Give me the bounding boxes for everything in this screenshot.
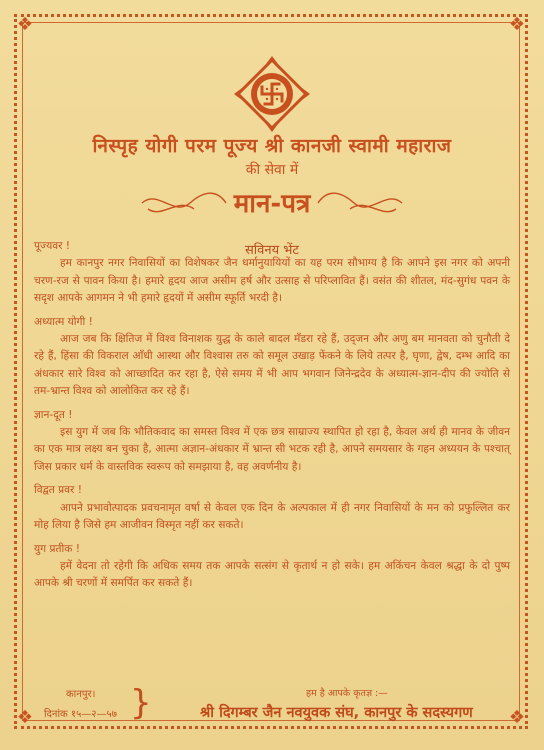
section-text: इस युग में जब कि भौतिकवाद का समस्त विश्व में एक छत्र साम्राज्य स्थापित हो रहा है, केवल अर्थ ही मानव के जीवन का एक मात्र लक्ष्य बन चुका है, आत्मा अज्ञान-अंधकार में भ्रान्त सी भटक रही है, आपने समयसार के गहन अध्ययन के पश्चात् जिस प्रकार धर्म के वास्तविक स्वरूप को समझाया है, वह अवर्णनीय है। bbox=[34, 426, 510, 473]
corner-ornament-icon: ❖ bbox=[16, 14, 34, 35]
section-heading: पूज्यवर ! bbox=[34, 240, 71, 252]
dedication-line: निस्पृह योगी परम पूज्य श्री कानजी स्वामी महाराज bbox=[92, 135, 452, 157]
place-label: कानपुर। bbox=[66, 689, 96, 700]
section-text: आपने प्रभावोत्पादक प्रवचनामृत वर्षा से केवल एक दिन के अल्पकाल में ही नगर निवासियों के मन को प्रफुल्लित कर मोह लिया है जिसे हम आजीवन विस्मृत नहीं कर सकते। bbox=[34, 501, 510, 532]
closing-label: हम है आपके कृतज्ञ :— bbox=[306, 688, 388, 699]
letter-body bbox=[34, 232, 510, 593]
corner-ornament-icon: ❖ bbox=[16, 707, 34, 728]
section-text: हम कानपुर नगर निवासियों का विशेषकर जैन धर्मानुयायियों का यह परम सौभाग्य है कि आपने इस नगर को अपनी चरण-रज से पावन किया है। हमारे हृदय आज असीम हर्ष और उत्साह से परिप्लावित हैं। वसंत की शीतल, मंद-सुगंध पवन के सदृश आपके आगमन ने भी हमारे हृदयों में असीम स्फूर्ति भरदी है। bbox=[34, 257, 510, 305]
section-heading: ज्ञान-दूत ! bbox=[34, 408, 73, 421]
corner-ornament-icon: ❖ bbox=[508, 14, 526, 35]
date-label: दिनांक १५—२—५७ bbox=[44, 709, 117, 720]
section-heading: अध्यात्म योगी ! bbox=[34, 315, 93, 328]
corner-ornament-icon: ❖ bbox=[508, 707, 526, 728]
section-heading: विद्वत प्रवर ! bbox=[34, 484, 82, 497]
signature-line: श्री दिगम्बर जैन नवयुवक संघ, कानपुर के सदस्यगण bbox=[200, 705, 473, 721]
document-title: मान-पत्र bbox=[233, 189, 311, 219]
section-text: हमें वेदना तो रहेगी कि अधिक समय तक आपके सत्संग से कृतार्थ न हो सके। हम अकिंचन केवल श्रद्धा के दो पुष्प आपके श्री चरणों में समर्पित कर सकते हैं। bbox=[34, 559, 510, 590]
service-line: की सेवा में bbox=[245, 162, 299, 178]
brace-icon: } bbox=[130, 683, 152, 723]
section-text: आज जब कि क्षितिज में विश्व विनाशक युद्ध के काले बादल मँडरा रहे हैं, उद्जन और अणु बम मानवता को चुनौती दे रहे हैं, हिंसा की विकराल आँधी आस्था और विश्वास तरु को समूल उखाड़ फेंकने के लिये तत्पर है, घृणा, द्वेष, दम्भ आदि का अंधकार सारे विश्व को आच्छादित कर रहा है, ऐसे समय में भी आप भगवान जिनेन्द्रदेव के अध्यात्म-ज्ञान-दीप की ज्योति से तम-भ्रान्त विश्व को आलोकित कर रहे हैं। bbox=[34, 333, 510, 398]
swastika-seal-icon bbox=[230, 52, 314, 136]
section-heading: युग प्रतीक ! bbox=[34, 542, 81, 555]
document-subtitle: सविनय भेंट bbox=[245, 243, 299, 258]
